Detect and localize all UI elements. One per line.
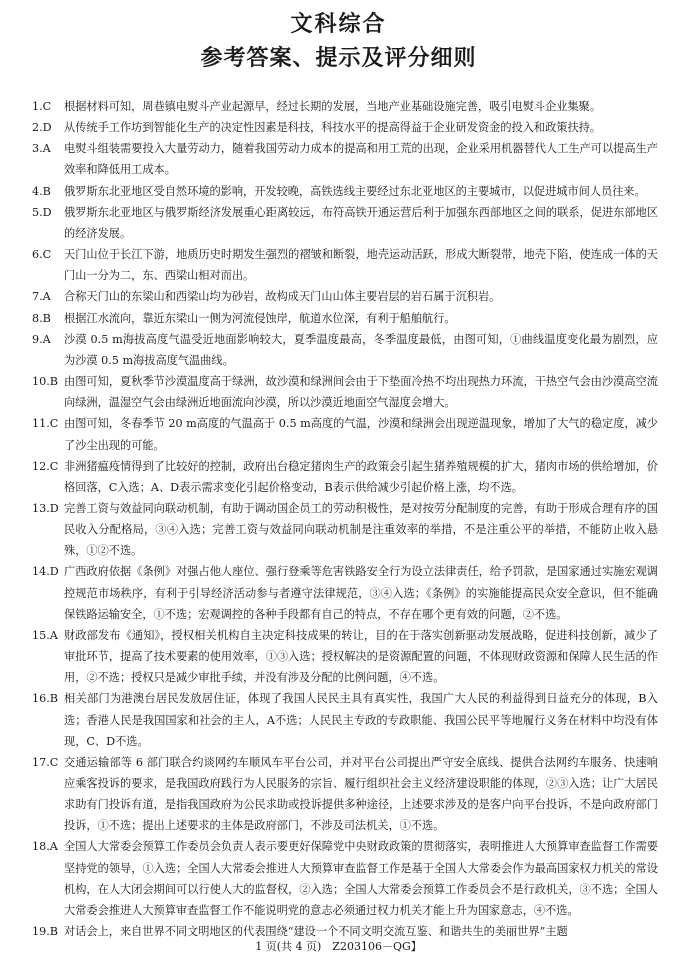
answer-item bbox=[32, 413, 658, 455]
answer-number: 19.B bbox=[32, 925, 59, 939]
answer-explanation: 根据材料可知，周巷镇电熨斗产业起源早，经过长期的发展，当地产业基础设施完善，吸引电熨斗企业集聚。 bbox=[64, 100, 602, 113]
answer-explanation: 合称天门山的东梁山和西梁山均为砂岩，故构成天门山山体主要岩层的岩石属于沉积岩。 bbox=[64, 290, 501, 304]
answer-item bbox=[32, 117, 658, 138]
answer-item bbox=[32, 688, 658, 751]
answer-explanation: 交通运输部等 6 部门联合约谈网约车顺风车平台公司，并对平台公司提出严守安全底线、提供合法网约车服务、快速响应乘客投诉的要求，是我国政府践行为人民服务的宗旨、履行组织社会主义经济建设职能的体现，②③入选；让广大居民求助有门投诉有道，是指我国政府为公民求助或投诉提供多种途径，上述要求涉及的是客户向平台投诉，不是向政府部门投诉，①不选；提出上述要求的主体是政府部门，不涉及司法机关，①不选。 bbox=[64, 755, 658, 833]
answer-number: 4.B bbox=[32, 184, 51, 198]
answer-explanation: 沙漠 0.5 m海拔高度气温受近地面影响较大，夏季温度最高，冬季温度最低，由图可知，①曲线温度变化最为剧烈，应为沙漠 0.5 m海拔高度气温曲线。 bbox=[64, 332, 658, 367]
answer-explanation: 广西政府依据《条例》对强占他人座位、强行登乘等危害铁路安全行为设立法律责任，给予罚款，是国家通过实施宏观调控规范市场秩序，有利于引导经济活动参与者遵守法律规范，③④入选；《条例》的实施能提高民众安全意识，但不能确保铁路运输安全，①不选；宏观调控的各种手段都有自己的特点，不存在哪个更有效的问题，②不选。 bbox=[64, 565, 658, 621]
answer-item bbox=[32, 138, 658, 180]
answer-number: 2.D bbox=[32, 121, 52, 135]
answer-item bbox=[32, 625, 658, 688]
answer-number: 16.B bbox=[32, 692, 59, 706]
page-footer: 1 页(共 4 页) Z203106－QG】 bbox=[255, 940, 422, 953]
answer-number: 3.A bbox=[32, 142, 51, 156]
answer-item bbox=[32, 371, 658, 413]
answer-item bbox=[32, 498, 658, 561]
answer-explanation: 根据江水流向，靠近东梁山一侧为河流侵蚀岸，航道水位深，有利于船舶航行。 bbox=[64, 311, 456, 325]
answer-explanation: 由图可知，冬春季节 20 m高度的气温高于 0.5 m高度的气温，沙漠和绿洲会出现逆温现象，增加了大气的稳定度，减少了沙尘出现的可能。 bbox=[64, 417, 658, 452]
answer-number: 6.C bbox=[32, 248, 52, 262]
answer-number: 8.B bbox=[32, 311, 51, 325]
answer-item bbox=[32, 286, 658, 307]
answer-item bbox=[32, 561, 658, 624]
answer-explanation: 俄罗斯东北亚地区与俄罗斯经济发展重心距离较远，布符高铁开通运营后利于加强东西部地区之间的联系，促进东部地区的经济发展。 bbox=[64, 205, 658, 240]
answer-number: 18.A bbox=[32, 840, 58, 854]
answer-number: 12.C bbox=[32, 459, 59, 473]
answer-list bbox=[32, 96, 658, 942]
answer-item bbox=[32, 308, 658, 329]
document-title: 文科综合 bbox=[290, 11, 387, 37]
answer-number: 5.D bbox=[32, 205, 52, 219]
answer-explanation: 非洲猪瘟疫情得到了比较好的控制，政府出台稳定猪肉生产的政策会引起生猪养殖规模的扩大，猪肉市场的供给增加，价格回落，C入选；A、D表示需求变化引起价格变动，B表示供给减少引起价格上涨，均不选。 bbox=[64, 459, 658, 494]
answer-explanation: 天门山位于长江下游，地质历史时期发生强烈的褶皱和断裂，地壳运动活跃，形成大断裂带，地壳下陷，使连成一体的天门山一分为二，东、西梁山相对而出。 bbox=[64, 248, 658, 283]
answer-explanation: 俄罗斯东北亚地区受自然环境的影响，开发较晚，高铁选线主要经过东北亚地区的主要城市，以促进城市间人员往来。 bbox=[64, 184, 646, 198]
answer-explanation: 全国人大常委会预算工作委员会负责人表示要更好保障党中央财政政策的贯彻落实，表明推进人大预算审查监督工作需要坚持党的领导，①入选；全国人大常委会推进人大预算审查监督工作是基于全国人大常委会作为最高国家权力机关的常设机构，在人大闭会期间可以行使人大的监督权，②入选；全国人大常委会预算工作委员会不是行政机关，③不选；全国人大常委会推进人大预算审查监督工作不能说明党的意志必须通过权力机关才能上升为国家意志，④不选。 bbox=[64, 840, 658, 917]
answer-item bbox=[32, 244, 658, 286]
answer-item bbox=[32, 181, 658, 202]
answer-explanation: 完善工资与效益同向联动机制，有助于调动国企员工的劳动积极性，是对按劳分配制度的完善，有助于形成合理有序的国民收入分配格局，③④入选；完善工资与效益同向联动机制是注重效率的举措，不是注重公平的举措，不能防止收入悬殊，①②不选。 bbox=[64, 501, 658, 558]
answer-explanation: 从传统手工作坊到智能化生产的决定性因素是科技，科技水平的提高得益于企业研发资金的投入和政策扶持。 bbox=[64, 121, 602, 135]
answer-number: 11.C bbox=[32, 417, 59, 431]
answer-explanation: 电熨斗组装需要投入大量劳动力，随着我国劳动力成本的提高和用工荒的出现，企业采用机器替代人工生产可以提高生产效率和降低用工成本。 bbox=[64, 142, 658, 177]
answer-item bbox=[32, 456, 658, 498]
answer-number: 1.C bbox=[32, 100, 52, 113]
answer-number: 9.A bbox=[32, 332, 51, 346]
answer-explanation: 相关部门为港澳台居民发放居住证，体现了我国人民民主具有真实性，我国广大人民的利益得到日益充分的体现，B入选；香港人民是我国国家和社会的主人，A不选；人民民主专政的专政职能、我国公民平等地履行义务在材料中均没有体现，C、D不选。 bbox=[64, 692, 658, 748]
answer-explanation: 由图可知，夏秋季节沙漠温度高于绿洲，故沙漠和绿洲间会由于下垫面冷热不均出现热力环流，干热空气会由沙漠高空流向绿洲，温湿空气会由绿洲近地面流向沙漠，所以沙漠近地面空气湿度会增大。 bbox=[64, 375, 658, 410]
answer-number: 17.C bbox=[32, 755, 59, 769]
answer-item bbox=[32, 752, 658, 837]
answer-item bbox=[32, 96, 658, 117]
answer-item bbox=[32, 202, 658, 244]
answer-number: 10.B bbox=[32, 375, 59, 389]
answer-item bbox=[32, 329, 658, 371]
answer-explanation: 对话会上，来自世界不同文明地区的代表围绕“建设一个不同文明交流互鉴、和谐共生的美丽世界”主题 bbox=[64, 925, 568, 939]
answer-item bbox=[32, 836, 658, 921]
answer-number: 7.A bbox=[32, 290, 51, 304]
document-subtitle: 参考答案、提示及评分细则 bbox=[200, 45, 477, 71]
answer-number: 15.A bbox=[32, 628, 58, 642]
answer-number: 14.D bbox=[32, 565, 59, 579]
answer-number: 13.D bbox=[32, 501, 59, 515]
answer-explanation: 财政部发布《通知》，授权相关机构自主决定科技成果的转让，目的在于落实创新驱动发展战略，促进科技创新，减少了审批环节，提高了技术要素的使用效率，①③入选；授权解决的是资源配置的问题，不体现财政资源和保障人民生活的作用，②不选；授权只是减少审批手续，并没有涉及分配的比例问题，④不选。 bbox=[64, 628, 658, 685]
